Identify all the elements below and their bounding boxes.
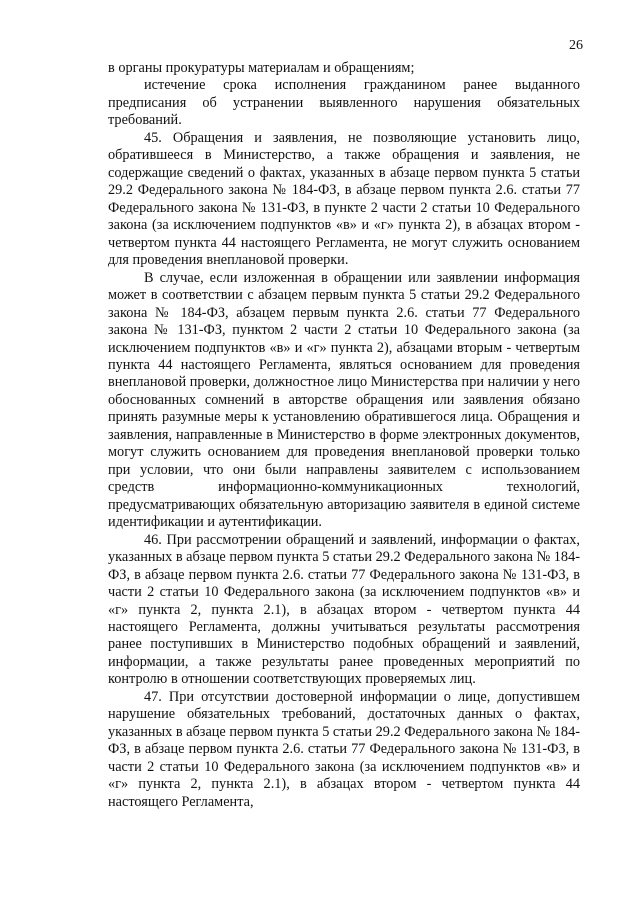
paragraph-45: 45. Обращения и заявления, не позволяющие установить лицо, обратившееся в Министерство, а также обращения и заявления, не содержащие сведений о фактах, указанных в абзаце первом пункта 5 статьи 29.2 Федерального закона № 184-ФЗ, в абзаце первом пункта 2.6. статьи 77 Федерального закона № 131-ФЗ, в пункте 2 части 2 статьи 10 Федерального закона (за исключением подпунктов «в» и «г» пункта 2), в абзацах втором - четвертом пункта 44 настоящего Регламента, не могут служить основанием для проведения внеплановой проверки. (108, 129, 580, 269)
paragraph-46: 46. При рассмотрении обращений и заявлений, информации о фактах, указанных в абзаце первом пункта 5 статьи 29.2 Федерального закона № 184-ФЗ, в абзаце первом пункта 2.6. статьи 77 Федерального закона № 131-ФЗ, в части 2 статьи 10 Федерального закона (за исключением подпунктов «в» и «г» пункта 2, пункта 2.1), в абзацах втором - четвертом пункта 44 настоящего Регламента, должны учитываться результаты рассмотрения ранее поступивших в Министерство подобных обращений и заявлений, информации, а также результаты ранее проведенных мероприятий по контролю в отношении соответствующих проверяемых лиц. (108, 531, 580, 688)
page-number: 26 (569, 38, 583, 53)
paragraph-45-case: В случае, если изложенная в обращении или заявлении информация может в соответствии с абзацем первым пункта 5 статьи 29.2 Федерального закона № 184-ФЗ, абзацем первым пункта 2.6. статьи 77 Федерального закона № 131-ФЗ, пунктом 2 части 2 статьи 10 Федерального закона (за исключением подпунктов «в» и «г» пункта 2), абзацами вторым - четвертым пункта 44 настоящего Регламента, являться основанием для проведения внеплановой проверки, должностное лицо Министерства при наличии у него обоснованных сомнений в авторстве обращения или заявления обязано принять разумные меры к установлению обратившегося лица. Обращения и заявления, направленные в Министерство в форме электронных документов, могут служить основанием для проведения внеплановой проверки только при условии, что они были направлены заявителем с использованием средств информационно-коммуникационных технологий, предусматривающих обязательную авторизацию заявителя в единой системе идентификации и аутентификации. (108, 269, 580, 531)
document-body (108, 60, 580, 811)
paragraph-continuation: в органы прокуратуры материалам и обращениям; (108, 60, 415, 76)
paragraph-47: 47. При отсутствии достоверной информации о лице, допустившем нарушение обязательных требований, достаточных данных о фактах, указанных в абзаце первом пункта 5 статьи 29.2 Федерального закона № 184-ФЗ, в абзаце первом пункта 2.6. статьи 77 Федерального закона № 131-ФЗ, в части 2 статьи 10 Федерального закона (за исключением подпунктов «в» и «г» пункта 2, пункта 2.1), в абзацах втором - четвертом пункта 44 настоящего Регламента, (108, 688, 580, 810)
paragraph-prescription-expiry: истечение срока исполнения гражданином ранее выданного предписания об устранении выявленного нарушения обязательных требований. (108, 77, 580, 129)
